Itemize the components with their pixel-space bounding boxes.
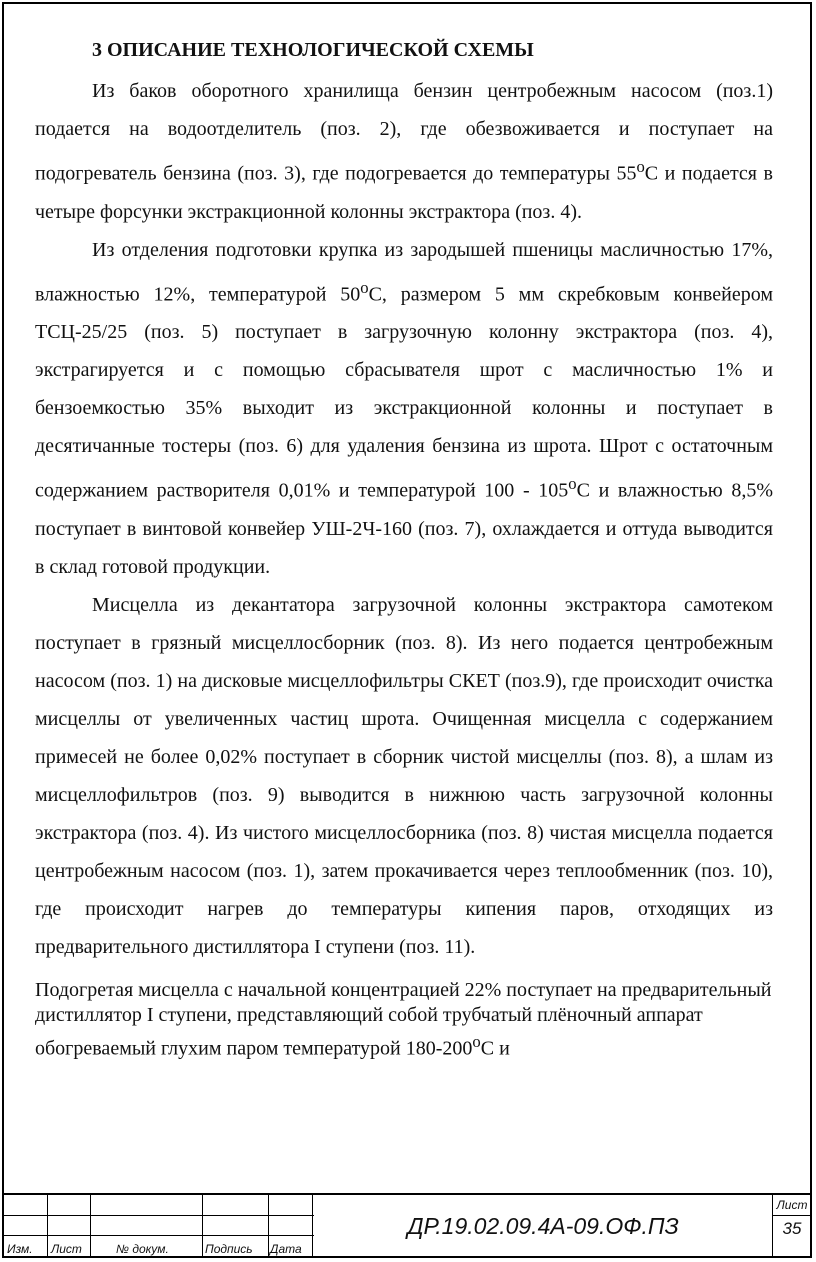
label-signature: Подпись [205,1242,253,1256]
document-body [35,28,773,1062]
paragraph-1: Из баков оборотного хранилища бензин центробежным насосом (поз.1) подается на водоотделитель (поз. 2), где обезвоживается и поступает на подогреватель бензина (поз. 3), где подогревается до температуры $55^оС$ и подается в четыре форсунки экстракционной колонны экстрактора (поз. 4). [35,80,773,223]
label-sheet: Лист [51,1242,82,1256]
paragraph-4: Подогретая мисцелла с начальной концентрацией 22% поступает на предварительный дистиллятор I ступени, представляющий собой трубчатый плёночный аппарат обогреваемый глухим паром температурой $180-200^оС$ и [35,978,772,1060]
section-heading: 3 ОПИСАНИЕ ТЕХНОЛОГИЧЕСКОЙ СХЕМЫ [92,39,534,61]
label-date: Дата [270,1242,302,1256]
paragraph-2: Из отделения подготовки крупка из зародышей пшеницы масличностью 17%, влажностью 12%, температурой $50^оС$, размером 5 мм скребковым конвейером ТСЦ-25/25 (поз. 5) поступает в загрузочную колонну экстрактора (поз. 4), экстрагируется и с помощью сбрасывателя шрот с масличностью 1% и бензоемкостью 35% выходит из экстракционной колонны и поступает в десятичанные тостеры (поз. 6) для удаления бензина из шрота. Шрот с остаточным содержанием растворителя 0,01% и температурой $100 - 105^оС$ и влажностью 8,5% поступает в винтовой конвейер УШ-2Ч-160 (поз. 7), охлаждается и оттуда выводится в склад готовой продукции. [35,238,773,578]
document-code: ДР.19.02.09.4А-09.ОФ.ПЗ [407,1213,679,1239]
sheet-label: Лист [776,1198,808,1212]
title-block [2,1193,812,1258]
label-change: Изм. [7,1242,33,1256]
sheet-number: 35 [782,1219,802,1238]
paragraph-3: Мисцелла из декантатора загрузочной колонны экстрактора самотеком поступает в грязный мисцеллосборник (поз. 8). Из него подается центробежным насосом (поз. 1) на дисковые мисцеллофильтры СКЕТ (поз.9), где происходит очистка мисцеллы от увеличенных частиц шрота. Очищенная мисцелла с содержанием примесей не более 0,02% поступает в сборник чистой мисцеллы (поз. 8), а шлам из мисцеллофильтров (поз. 9) выводится в нижнюю часть загрузочной колонны экстрактора (поз. 4). Из чистого мисцеллосборника (поз. 8) чистая мисцелла подается центробежным насосом (поз. 1), затем прокачивается через теплообменник (поз. 10), где происходит нагрев до температуры кипения паров, отходящих из предварительного дистиллятора I ступени (поз. 11). [35,593,773,958]
label-doc-number: № докум. [116,1242,169,1256]
